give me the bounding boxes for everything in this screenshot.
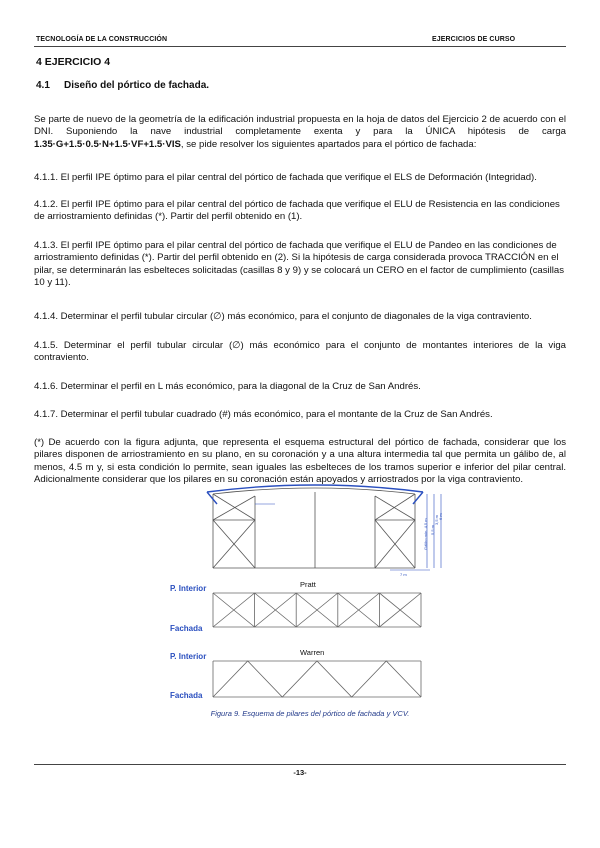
item-7: 4.1.7. Determinar el perfil tubular cuadrado (#) más económico, para el montante de la Cruz de San Andrés.	[34, 409, 493, 420]
item-1: 4.1.1. El perfil IPE óptimo para el pilar central del pórtico de fachada que verifique el ELS de Deformación (Integridad).	[34, 172, 537, 183]
subsection-title: Diseño del pórtico de fachada.	[64, 80, 210, 91]
pratt-top-label: P. Interior	[170, 584, 207, 593]
warren-bottom-label: Fachada	[170, 691, 203, 700]
frame-label-2: 5,5 m	[430, 524, 435, 535]
pratt-truss	[212, 592, 422, 628]
warren-title: Warren	[300, 648, 325, 657]
warren-truss	[212, 660, 422, 698]
frame-diagram	[205, 480, 445, 580]
header-left: TECNOLOGÍA DE LA CONSTRUCCIÓN	[36, 36, 168, 43]
footer-rule	[34, 764, 566, 765]
intro-text-2: , se pide resolver los siguientes apartados para el pórtico de fachada:	[180, 138, 477, 150]
subsection-heading	[36, 80, 209, 91]
item-3: 4.1.3. El perfil IPE óptimo para el pilar central del pórtico de fachada que verifique el ELU de Pandeo en las condiciones de arriostramiento definidas (*). Partir del perfil obtenido en (2). Si la hipótesis de carga considerada provoca TRACCIÓN en el pilar, se determinarán las esbelteces solicitadas (casillas 8 y 9) y se colocará un CERO en el factor de cumplimiento (casillas 10 y 11).	[34, 240, 565, 289]
frame-label-1: Gálibo mín. 4,5 m	[423, 518, 428, 550]
pratt-title: Pratt	[300, 580, 316, 589]
item-5: 4.1.5. Determinar el perfil tubular circular (∅) más económico para el conjunto de montantes interiores de la viga contraviento.	[34, 340, 566, 364]
note-paragraph: (*) De acuerdo con la figura adjunta, que representa el esquema estructural del pórtico de fachada, considerar que los pilares disponen de arriostramiento en su plano, en su coronación y a una altura intermedia tal que permita un gálibo de, al menos, 4.5 m y, si esta condición lo permite, sean iguales las esbelteces de los tramos superior e inferior del pilar central. Adicionalmente considerar que los pilares en su coronación están apoyados y arriostrados por la viga contraviento.	[34, 437, 566, 486]
load-formula: 1.35·G+1.5·0.5·N+1.5·VF+1.5·VIS	[34, 138, 181, 150]
intro-text-1: Se parte de nuevo de la geometría de la edificación industrial propuesta en la hoja de datos del Ejercicio 2 de acuerdo con el DNI. Suponiendo la nave industrial completamente exenta y para la ÚNICA hipótesis de carga	[34, 114, 566, 138]
section-title: 4 EJERCICIO 4	[36, 56, 111, 68]
item-6: 4.1.6. Determinar el perfil en L más económico, para la diagonal de la Cruz de San Andrés.	[34, 381, 421, 392]
warren-top-label: P. Interior	[170, 652, 207, 661]
header-right: EJERCICIOS DE CURSO	[432, 36, 516, 43]
subsection-number: 4.1	[36, 80, 50, 91]
item-4: 4.1.4. Determinar el perfil tubular circular (∅) más económico, para el conjunto de diagonales de la viga contraviento.	[34, 311, 532, 322]
frame-label-5: 7 m	[400, 572, 407, 577]
pratt-bottom-label: Fachada	[170, 624, 203, 633]
page-number: -13-	[293, 768, 307, 777]
frame-label-3: 3,5 m	[434, 514, 439, 525]
frame-label-4: 6 m	[438, 513, 443, 520]
header-rule	[34, 46, 566, 47]
item-2: 4.1.2. El perfil IPE óptimo para el pilar central del pórtico de fachada que verifique el ELU de Resistencia en las condiciones de arriostramiento definidas (*). Partir del perfil obtenido en (1).	[34, 199, 560, 223]
figure-caption: Figura 9. Esquema de pilares del pórtico de fachada y VCV.	[210, 709, 410, 718]
intro-paragraph	[34, 114, 566, 151]
